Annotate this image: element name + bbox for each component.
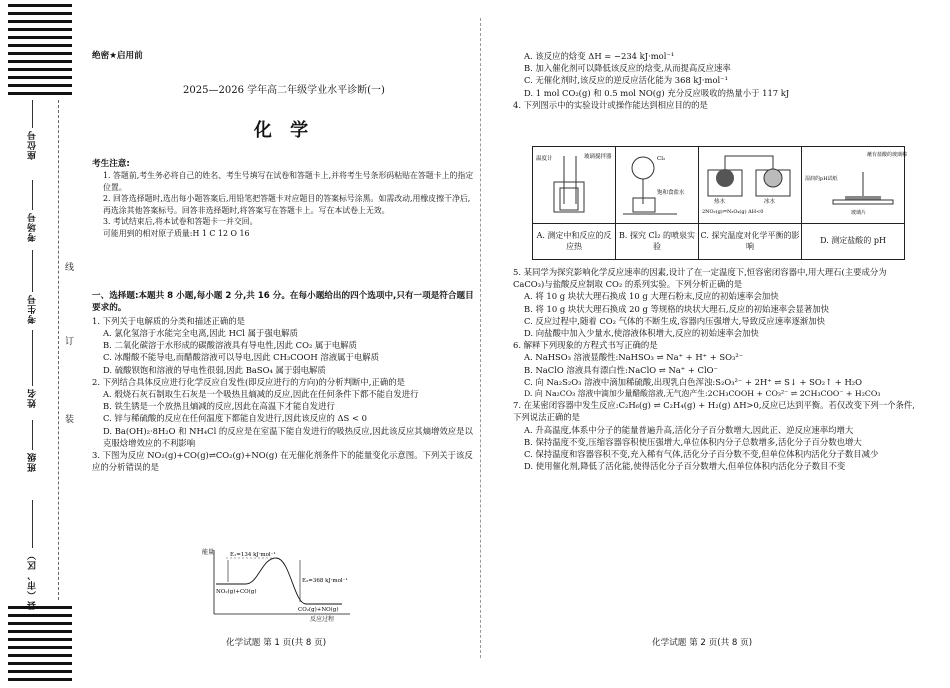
strip-bar <box>8 614 72 617</box>
q1-option: C. 冰醋酸不能导电,而醋酸溶液可以导电,因此 CH₃COOH 溶液属于电解质 <box>103 352 379 363</box>
ph-paper <box>845 196 881 200</box>
notice-title: 考生注意: <box>92 159 130 169</box>
energy-diagram <box>202 546 352 618</box>
field-line <box>32 330 33 386</box>
apparatus-c-drawing <box>700 148 800 218</box>
q1-option: D. 硫酸钡饱和溶液的导电性很弱,因此 BaSO₄ 属于弱电解质 <box>103 364 326 375</box>
notice-item: 3. 考试结束后,将本试卷和答题卡一并交回。 <box>103 217 258 227</box>
q2-option: A. 煅烧石灰石制取生石灰是一个吸热且熵减的反应,因此在任何条件下都不能自发进行 <box>103 389 419 400</box>
q6-option: A. NaHSO₃ 溶液显酸性:NaHSO₃ ⇌ Na⁺ + H⁺ + SO₃²⁻ <box>524 352 744 363</box>
q2-option: B. 铁生锈是一个放热且熵减的反应,因此在高温下才能自发进行 <box>103 401 335 412</box>
q5-option: C. 反应过程中,随着 CO₂ 气体的不断生成,容器内压强增大,导致反应速率逐渐加快 <box>524 315 825 326</box>
binding-char-order: 订 <box>63 336 73 345</box>
strip-bar <box>8 28 72 31</box>
y-label: 能量 <box>202 549 215 556</box>
q3-option: D. 1 mol CO₂(g) 和 0.5 mol NO(g) 充分反应吸收的热量小于 117 kJ <box>524 87 790 98</box>
q3-options <box>513 50 920 111</box>
caption-a: A. 测定中和反应的反应热 <box>533 223 616 259</box>
label-ph-paper: 湿润的pH试纸 <box>805 176 838 182</box>
q2-option: C. 锌与稀硫酸的反应在任何温度下都能自发进行,因此该反应的 ΔS < 0 <box>103 413 367 424</box>
x-label: 反应过程 <box>310 616 335 623</box>
q3-option: B. 加入催化剂可以降低该反应的焓变,从而提高反应速率 <box>524 63 731 74</box>
apparatus-b <box>616 147 699 224</box>
q6-option: B. NaClO 溶液具有漂白性:NaClO ⇌ Na⁺ + ClO⁻ <box>524 364 718 375</box>
trough <box>633 198 655 212</box>
field-line <box>32 180 33 210</box>
strip-bar <box>8 20 72 23</box>
strip-bar <box>8 606 72 609</box>
label-hot-water: 热水 <box>714 199 726 205</box>
strip-bar <box>8 678 72 681</box>
apparatus-d <box>802 147 908 224</box>
apparatus-a-drawing <box>534 148 614 218</box>
section-heading: 一、选择题:本题共 8 小题,每小题 2 分,共 16 分。在每小题给出的四个选项中,只有一项是符合题目要求的。 <box>92 291 474 314</box>
apparatus-c <box>699 147 802 224</box>
field-seat: 座位号 <box>28 130 38 160</box>
section-1 <box>92 290 476 473</box>
q5-stem: 5. 某同学为探究影响化学反应速率的因素,设计了在一定温度下,恒容密闭容器中,用大理石(主要成分为 CaCO₃)与盐酸反应制取 CO₂ 的系列实验。下列分析正确的是 <box>513 267 887 290</box>
strip-bar <box>8 12 72 15</box>
label-equilibrium: 2NO₂(g)⇌N₂O₄(g) ΔH<0 <box>702 209 764 215</box>
q5-option: B. 将 10 g 块状大理石换成 20 g 等规格的块状大理石,反应的初始速率会显著加快 <box>524 303 830 314</box>
strip-bar <box>8 622 72 625</box>
label-rod: 蘸有盐酸的玻璃棒 <box>867 152 908 158</box>
field-examno: 考生号 <box>28 294 38 324</box>
q4-stem: 4. 下列图示中的实验设计或操作能达到相应目的的是 <box>513 99 708 110</box>
caption-d: D. 测定盐酸的 pH <box>802 223 905 259</box>
strip-bar <box>8 662 72 665</box>
label-brine: 饱和食盐水 <box>657 190 685 196</box>
page-divider <box>480 18 481 658</box>
field-name: 姓名 <box>28 388 38 408</box>
e1-label: E₁=134 kJ·mol⁻¹ <box>230 552 276 558</box>
exam-title: 2025—2026 学年高二年级学业水平诊断(一) <box>183 85 385 96</box>
strip-bar <box>8 646 72 649</box>
strip-bar <box>8 654 72 657</box>
binding-char-fix: 装 <box>63 414 73 423</box>
footer-page-2: 化学试题 第 2 页(共 8 页) <box>652 638 753 648</box>
q6-option: C. 向 Na₂S₂O₃ 溶液中滴加稀硫酸,出现乳白色浑浊:S₂O₃²⁻ + 2H⁺ ⇌ S↓ + SO₂↑ + H₂O <box>524 376 863 387</box>
label-thermometer: 温度计 <box>536 156 553 162</box>
field-line <box>32 500 33 548</box>
glass-slide <box>833 200 893 204</box>
strip-bar <box>8 60 72 63</box>
q1-option: B. 二氧化碳溶于水形成的碳酸溶液具有导电性,因此 CO₂ 属于电解质 <box>103 340 357 351</box>
strip-bar <box>8 52 72 55</box>
label-stirrer: 玻璃搅拌器 <box>584 154 612 160</box>
strip-bar <box>8 4 72 7</box>
strip-bar <box>8 92 72 95</box>
q7-stem: 7. 在某密闭容器中发生反应:C₂H₆(g) ⇌ C₂H₄(g) + H₂(g) ΔH>0,反应已达到平衡。若仅改变下列一个条件,下列说法正确的是 <box>513 400 915 423</box>
binding-strip <box>0 0 78 688</box>
strip-bar <box>8 44 72 47</box>
strip-bar <box>8 630 72 633</box>
outer-beaker <box>554 182 584 212</box>
caption-c: C. 探究温度对化学平衡的影响 <box>699 223 802 259</box>
label-slide: 玻璃片 <box>851 210 867 216</box>
q1-option: A. 氯化氢溶于水能完全电离,因此 HCl 属于强电解质 <box>103 328 298 339</box>
flask-dark <box>716 169 734 187</box>
products-label: CO₂(g)+NO(g) <box>298 607 339 613</box>
binding-char-line: 线 <box>63 262 73 271</box>
strip-bar <box>8 36 72 39</box>
notice-item: 1. 答题前,考生务必将自己的姓名、考生号填写在试卷和答题卡上,并将考生号条形码粘贴在答题卡上的指定位置。 <box>103 171 474 192</box>
q6-stem: 6. 解释下列现象的方程式书写正确的是 <box>513 340 658 351</box>
q3-stem: 3. 下图为反应 NO₂(g)+CO(g)⇌CO₂(g)+NO(g) 在无催化剂条件下的能量变化示意图。下列关于该反应的分析错误的是 <box>92 449 473 473</box>
flask-light <box>764 169 782 187</box>
experiment-table <box>532 146 908 260</box>
notice-block <box>92 158 476 239</box>
strip-bar <box>8 84 72 87</box>
q7-option: C. 保持温度和容器容积不变,充入稀有气体,活化分子百分数不变,但单位体积内活化分子数目减少 <box>524 448 879 459</box>
secret-label: 绝密★启用前 <box>92 51 143 61</box>
label-ice-water: 冰水 <box>764 199 776 205</box>
strip-bar <box>8 68 72 71</box>
strip-bar <box>8 76 72 79</box>
field-class: 班级 <box>28 452 38 472</box>
connecting-tube <box>725 156 773 169</box>
strip-bar <box>8 638 72 641</box>
q3-option: C. 无催化剂时,该反应的逆反应活化能为 368 kJ·mol⁻¹ <box>524 75 728 86</box>
q3-option: A. 该反应的焓变 ΔH = −234 kJ·mol⁻¹ <box>524 51 675 61</box>
q2-option: D. Ba(OH)₂·8H₂O 和 NH₄Cl 的反应是在室温下能自发进行的吸热反应,因此该反应其熵增效应是以克服焓增效应的不利影响 <box>103 425 473 448</box>
field-line <box>32 250 33 292</box>
q4-table-wrap <box>532 146 908 260</box>
field-line <box>32 420 33 450</box>
q5-option: A. 将 10 g 块状大理石换成 10 g 大理石粉末,反应的初始速率会加快 <box>524 291 779 302</box>
apparatus-a <box>533 147 616 224</box>
label-cl2: Cl₂ <box>657 156 666 162</box>
notice-item: 2. 回答选择题时,选出每小题答案后,用铅笔把答题卡对应题目的答案标号涂黑。如需改动,用橡皮擦干净后,再选涂其他答案标号。回答非选择题时,将答案写在答题卡上。写在本试卷上无效。 <box>103 194 471 215</box>
q7-option: A. 升高温度,体系中分子的能量普遍升高,活化分子百分数增大,因此正、逆反应速率均增大 <box>524 424 854 435</box>
apparatus-b-drawing <box>617 148 697 218</box>
inner-beaker <box>560 188 578 210</box>
q2-stem: 2. 下列结合具体反应进行化学反应自发性(即反应进行的方向)的分析判断中,正确的是 <box>92 376 405 387</box>
field-room: 考场号 <box>28 212 38 242</box>
reactants-label: NO₂(g)+CO(g) <box>216 589 257 595</box>
caption-b: B. 探究 Cl₂ 的喷泉实验 <box>616 223 699 259</box>
q5-q7-block <box>513 266 917 472</box>
q1-stem: 1. 下列关于电解质的分类和描述正确的是 <box>92 315 246 326</box>
e2-label: E₂=368 kJ·mol⁻¹ <box>302 578 348 584</box>
field-county: 县（市、区） <box>28 550 38 610</box>
apparatus-d-drawing <box>803 148 908 218</box>
flask <box>632 157 654 179</box>
field-line <box>32 100 33 128</box>
footer-page-1: 化学试题 第 1 页(共 8 页) <box>226 638 327 648</box>
strip-bar <box>8 670 72 673</box>
binding-line <box>58 100 60 600</box>
notice-item: 可能用到的相对原子质量:H 1 C 12 O 16 <box>103 228 250 238</box>
subject-title: 化 学 <box>253 120 315 141</box>
q7-option: D. 使用催化剂,降低了活化能,使得活化分子百分数增大,但单位体积内活化分子数目不变 <box>524 461 846 472</box>
q7-option: B. 保持温度不变,压缩容器容积使压强增大,单位体积内分子总数增多,活化分子百分数也增大 <box>524 436 862 447</box>
q5-option: D. 向盐酸中加入少量水,使溶液体积增大,反应的初始速率会加快 <box>524 327 759 338</box>
q6-option: D. 向 Na₂CO₃ 溶液中滴加少量醋酸溶液,无气泡产生:2CH₃COOH + CO₃²⁻ ⇌ 2CH₃COO⁻ + H₂CO₃ <box>524 388 881 398</box>
